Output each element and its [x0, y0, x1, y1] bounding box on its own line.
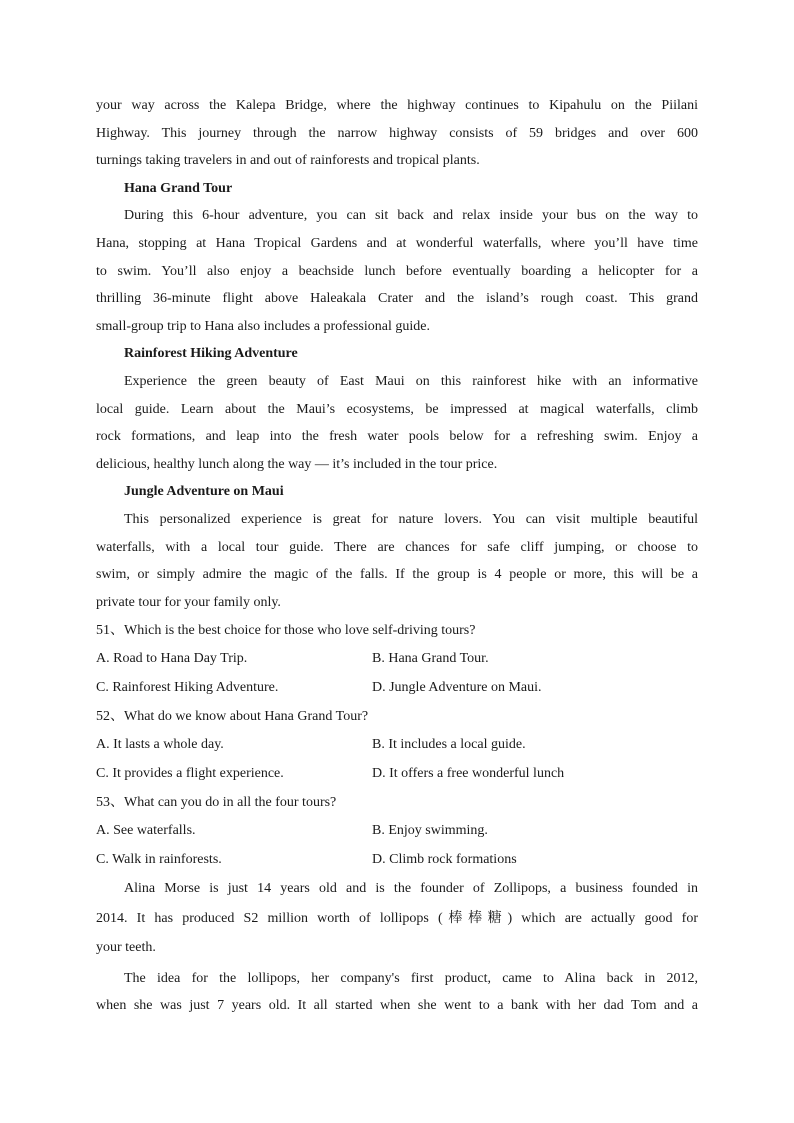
option-d: D. It offers a free wonderful lunch [372, 765, 565, 781]
tour-description-rainforest-hiking [96, 368, 698, 478]
text-line: delicious, healthy lunch along the way — it’s included in the tour price. [96, 456, 498, 472]
text-line: thrilling 36-minute flight above Haleakala Crater and the island’s rough coast. This grand [96, 291, 698, 307]
text-line: During this 6-hour adventure, you can sit back and relax inside your bus on the way to [124, 208, 698, 224]
text-line: The idea for the lollipops, her company's first product, came to Alina back in 2012, [124, 970, 698, 986]
option-c: C. Walk in rainforests. [96, 851, 222, 867]
option-c: C. It provides a flight experience. [96, 765, 284, 781]
question-53 [96, 788, 698, 874]
option-b: B. Enjoy swimming. [372, 823, 488, 839]
answer-options [96, 645, 698, 702]
answer-options [96, 817, 698, 874]
text-line: waterfalls, with a local tour guide. There are chances for safe cliff jumping, or choose to [96, 539, 698, 555]
text-line: rock formations, and leap into the fresh water pools below for a refreshing swim. Enjoy a [96, 429, 698, 445]
text-line: Alina Morse is just 14 years old and is the founder of Zollipops, a business founded in [124, 881, 698, 897]
text-line: turnings taking travelers in and out of rainforests and tropical plants. [96, 153, 480, 169]
option-a: A. Road to Hana Day Trip. [96, 651, 248, 667]
option-c: C. Rainforest Hiking Adventure. [96, 679, 279, 695]
intro-paragraph [96, 92, 698, 175]
document-page [96, 92, 698, 1020]
passage2-paragraph-1 [96, 874, 698, 963]
text-line: Highway. This journey through the narrow highway consists of 59 bridges and over 600 [96, 125, 698, 141]
passage2-paragraph-2 [96, 965, 698, 1020]
text-line: your teeth. [96, 940, 156, 956]
question-52 [96, 702, 698, 788]
text-line: This personalized experience is great for nature lovers. You can visit multiple beautiful [124, 511, 698, 527]
answer-options [96, 731, 698, 788]
text-line: 2014. It has produced S2 million worth of lollipops (棒棒糖) which are actually good for [96, 910, 698, 926]
tour-description-jungle-adventure [96, 506, 698, 616]
text-line: your way across the Kalepa Bridge, where the highway continues to Kipahulu on the Piilani [96, 98, 698, 113]
text-line: Experience the green beauty of East Maui on this rainforest hike with an informative [124, 373, 698, 389]
question-stem: 52、What do we know about Hana Grand Tour? [96, 709, 369, 725]
tour-title-jungle-adventure: Jungle Adventure on Maui [124, 484, 284, 500]
text-line: swim, or simply admire the magic of the falls. If the group is 4 people or more, this will be a [96, 567, 698, 583]
question-51 [96, 616, 698, 702]
option-d: D. Jungle Adventure on Maui. [372, 679, 542, 695]
option-a: A. See waterfalls. [96, 823, 196, 839]
text-line: when she was just 7 years old. It all started when she went to a bank with her dad Tom and a [96, 998, 698, 1014]
tour-title-rainforest-hiking: Rainforest Hiking Adventure [124, 346, 298, 362]
option-b: B. It includes a local guide. [372, 737, 526, 753]
text-line: local guide. Learn about the Maui’s ecosystems, be impressed at magical waterfalls, climb [96, 401, 698, 417]
text-line: to swim. You’ll also enjoy a beachside lunch before eventually boarding a helicopter for a [96, 263, 698, 279]
question-stem: 53、What can you do in all the four tours? [96, 795, 337, 811]
option-a: A. It lasts a whole day. [96, 737, 224, 753]
tour-description-hana-grand [96, 202, 698, 340]
text-line: small-group trip to Hana also includes a professional guide. [96, 318, 430, 334]
text-line: private tour for your family only. [96, 594, 281, 610]
tour-title-hana-grand: Hana Grand Tour [124, 180, 233, 196]
option-b: B. Hana Grand Tour. [372, 651, 489, 667]
text-line: Hana, stopping at Hana Tropical Gardens and at wonderful waterfalls, where you’ll have time [96, 235, 698, 251]
question-stem: 51、Which is the best choice for those who love self-driving tours? [96, 623, 476, 639]
option-d: D. Climb rock formations [372, 851, 517, 867]
